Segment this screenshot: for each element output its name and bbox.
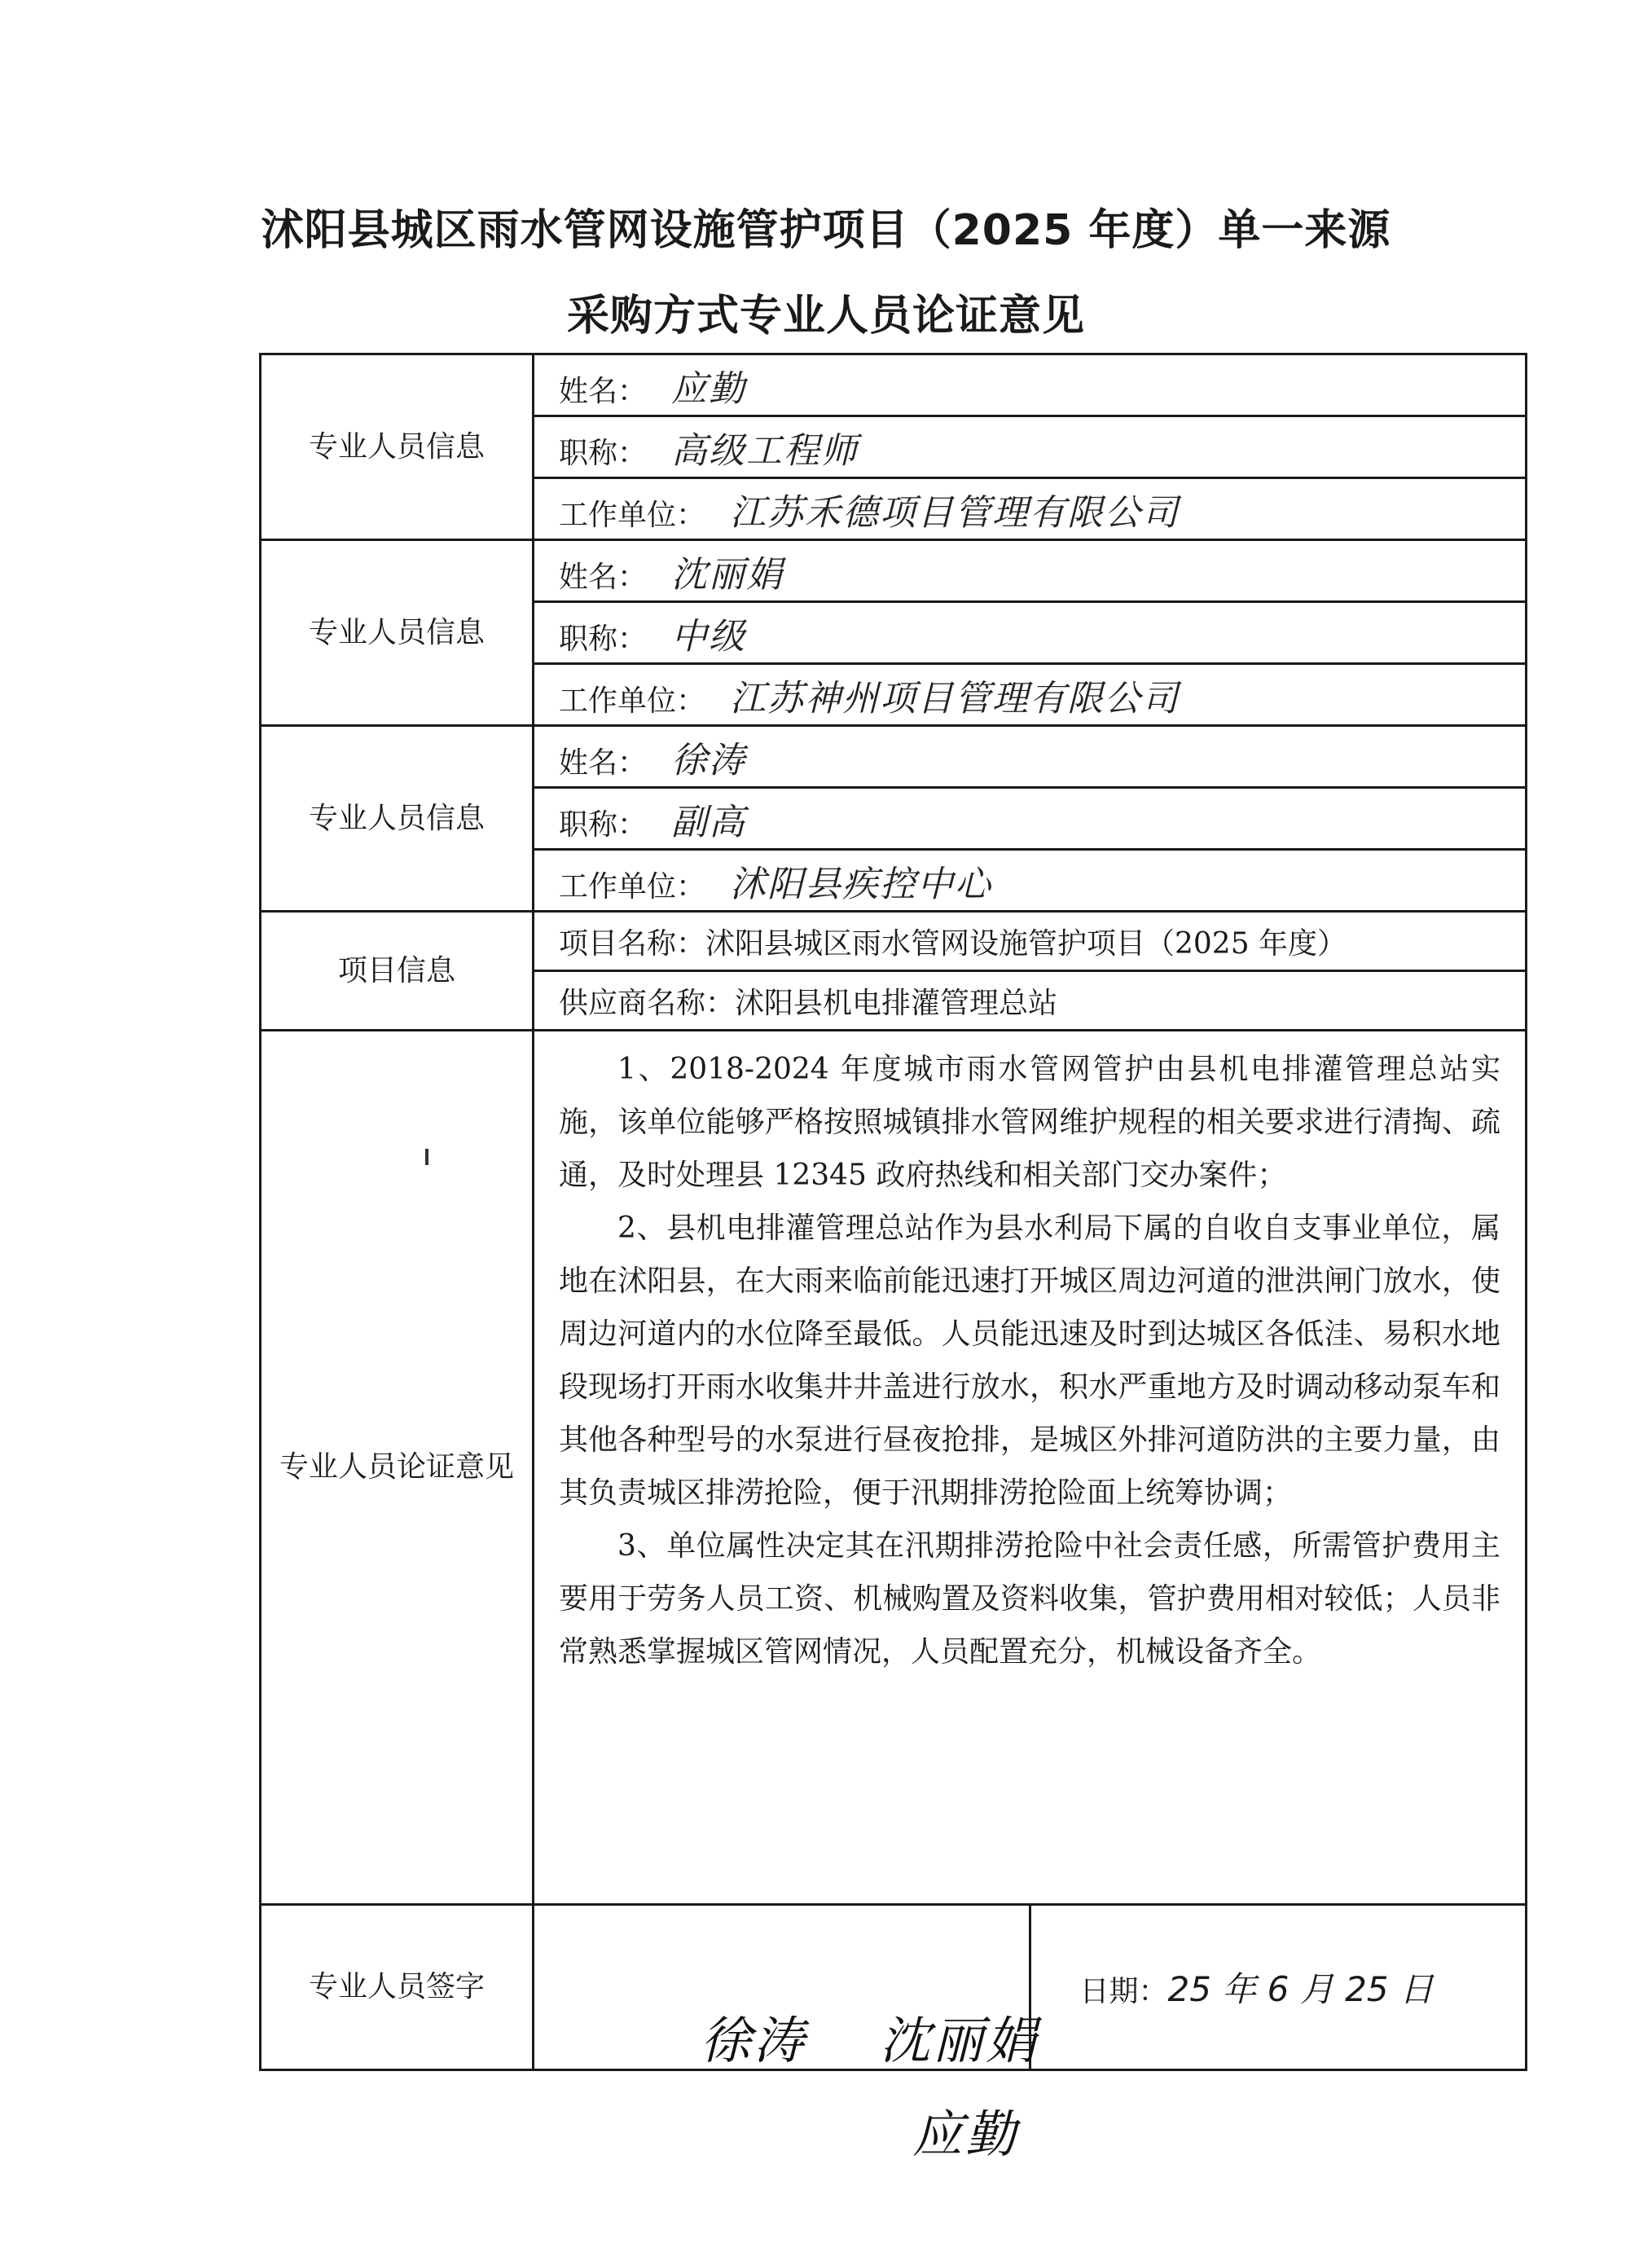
expert-2-name-handwritten: 沈丽娟 [671, 553, 784, 596]
document-title-line1: 沭阳县城区雨水管网设施管护项目（2025 年度）单一来源 [261, 206, 1391, 255]
supplier-name-field: 供应商名称：沭阳县机电排灌管理总站 [534, 971, 1527, 1031]
title-label: 职称： [559, 436, 648, 470]
expert-1-section-label: 专业人员信息 [261, 354, 534, 540]
expert-1-unit-handwritten: 江苏禾德项目管理有限公司 [730, 491, 1180, 534]
expert-2-section-label: 专业人员信息 [261, 540, 534, 726]
expert-2-unit-handwritten: 江苏神州项目管理有限公司 [730, 677, 1180, 719]
date-label: 日期： [1079, 1975, 1168, 2008]
date-box [1030, 1905, 1527, 2070]
expert-2-title-handwritten: 中级 [671, 615, 747, 658]
expert-3-title-handwritten: 副高 [671, 801, 747, 843]
expert-2-name-row [261, 540, 1527, 602]
opinion-row [261, 1031, 1527, 1905]
name-label: 姓名： [559, 374, 648, 408]
expert-3-title-field [534, 788, 1527, 850]
expert-3-name-field [534, 726, 1527, 788]
name-label: 姓名： [559, 745, 648, 780]
unit-label: 工作单位： [559, 498, 706, 532]
opinion-paragraph-2: 2、县机电排灌管理总站作为县水利局下属的自收自支事业单位，属地在沭阳县，在大雨来临前能迅速打开城区周边河道的泄洪闸门放水，使周边河道内的水位降至最低。人员能迅速及时到达城区各低洼、易积水地段现场打开雨水收集井井盖进行放水，积水严重地方及时调动移动泵车和其他各种型号的水泵进行昼夜抢排，是城区外排河道防洪的主要力量，由其负责城区排涝抢险，便于汛期排涝抢险面上统筹协调； [559, 1212, 1500, 1510]
expert-1-title-handwritten: 高级工程师 [671, 429, 859, 472]
expert-2-title-field [534, 602, 1527, 664]
signature-section-label: 专业人员签字 [261, 1905, 534, 2070]
title-label: 职称： [559, 807, 648, 842]
stray-mark [425, 1149, 428, 1165]
opinion-section-label: 专业人员论证意见 [261, 1031, 534, 1905]
expert-1-title-field [534, 416, 1527, 478]
expert-1-name-handwritten: 应勤 [671, 367, 747, 410]
expert-3-name-handwritten: 徐涛 [671, 739, 747, 781]
project-name-field: 项目名称：沭阳县城区雨水管网设施管护项目（2025 年度） [534, 912, 1527, 971]
expert-2-unit-field [534, 664, 1527, 726]
document-title-line2: 采购方式专业人员论证意见 [566, 292, 1085, 341]
expert-opinion-form [259, 353, 1527, 2071]
expert-1-name-row [261, 354, 1527, 416]
expert-1-name-field [534, 354, 1527, 416]
unit-label: 工作单位： [559, 869, 706, 904]
unit-label: 工作单位： [559, 684, 706, 718]
project-section-label: 项目信息 [261, 912, 534, 1031]
expert-3-name-row [261, 726, 1527, 788]
signature-ying-qin: 应勤 [912, 2104, 1019, 2164]
signature-xu-tao: 徐涛 [701, 2011, 807, 2070]
expert-1-unit-field [534, 478, 1527, 540]
expert-3-unit-field [534, 850, 1527, 912]
project-name-row [261, 912, 1527, 971]
opinion-paragraph-1: 1、2018-2024 年度城市雨水管网管护由县机电排灌管理总站实施，该单位能够严格按照城镇排水管网维护规程的相关要求进行清掏、疏通，及时处理县 12345 政府热线和相关部门交办案件； [559, 1053, 1500, 1192]
expert-2-name-field [534, 540, 1527, 602]
title-label: 职称： [559, 622, 648, 656]
name-label: 姓名： [559, 560, 648, 594]
expert-3-unit-handwritten: 沭阳县疾控中心 [730, 863, 993, 905]
expert-3-section-label: 专业人员信息 [261, 726, 534, 912]
opinion-text [534, 1031, 1527, 1905]
signature-shen-lijuan: 沈丽娟 [880, 2011, 1039, 2070]
date-handwritten: 25 年 6 月 25 日 [1167, 1969, 1434, 2009]
opinion-paragraph-3: 3、单位属性决定其在汛期排涝抢险中社会责任感，所需管护费用主要用于劳务人员工资、机械购置及资料收集，管护费用相对较低；人员非常熟悉掌握城区管网情况，人员配置充分，机械设备齐全。 [559, 1529, 1500, 1669]
